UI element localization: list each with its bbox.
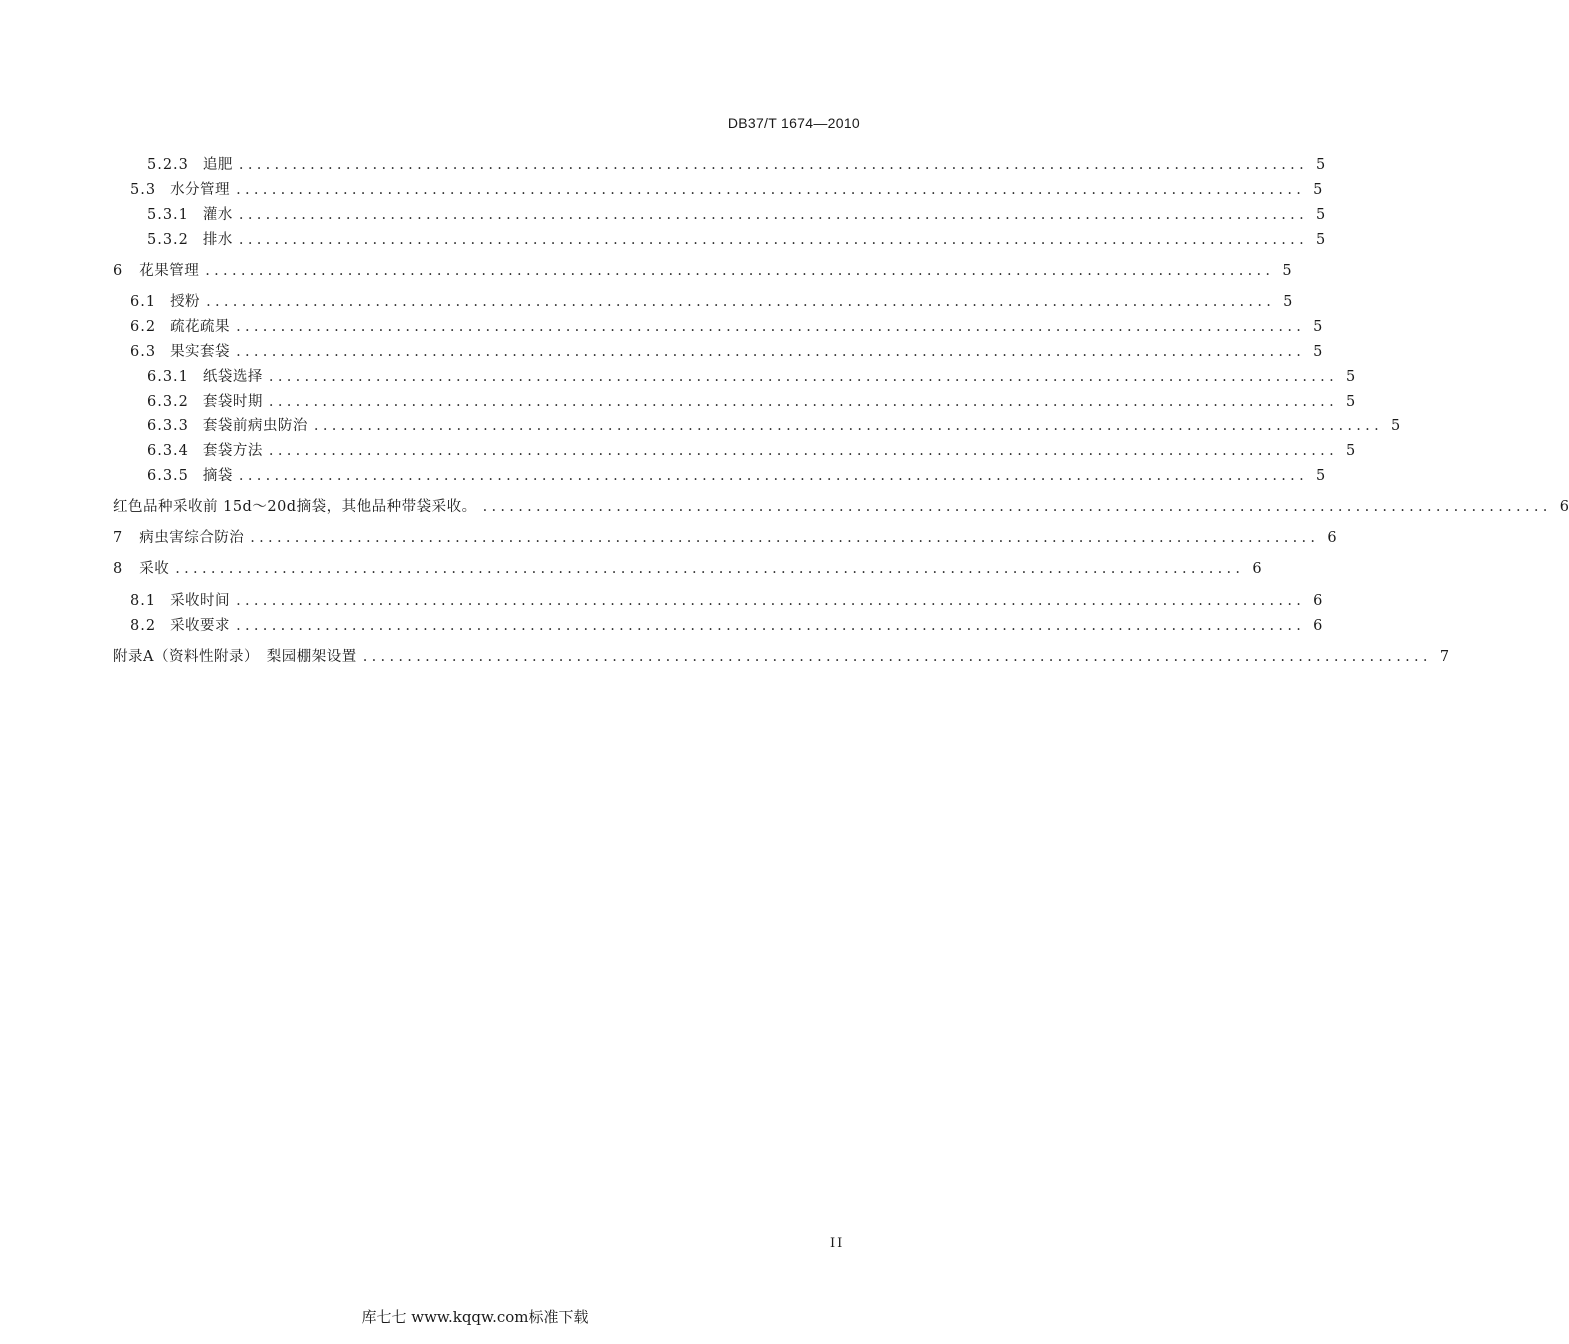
toc-leader-dots: ........................................................................................................................: [236, 593, 1306, 609]
toc-entry-page: 6: [1252, 561, 1262, 577]
toc-entry-page: 5: [1316, 468, 1326, 484]
toc-entry-number: 6.3.1: [147, 369, 189, 385]
toc-entry-page: 5: [1316, 157, 1326, 173]
toc-entry-6-3-3[interactable]: [0, 415, 1401, 437]
toc-entry-page: 6: [1559, 499, 1569, 515]
toc-leader-dots: ........................................................................................................................: [268, 369, 1339, 385]
toc-leader-dots: ........................................................................................................................: [268, 443, 1339, 459]
toc-entry-title: 花果管理: [139, 263, 200, 279]
toc-leader-dots: ........................................................................................................................: [268, 394, 1339, 410]
toc-leader-dots: ........................................................................................................................: [175, 561, 1245, 577]
toc-entry-number: 5.3: [130, 182, 157, 198]
toc-entry-page: 5: [1346, 443, 1356, 459]
toc-entry-number: 6.3.5: [147, 468, 189, 484]
page-number: II: [830, 1236, 845, 1251]
toc-entry-title: 疏花疏果: [170, 319, 231, 335]
toc-entry-page: 5: [1283, 294, 1293, 310]
toc-leader-dots: ........................................................................................................................: [236, 618, 1306, 634]
toc-entry-page: 5: [1313, 319, 1323, 335]
toc-leader-dots: ........................................................................................................................: [238, 157, 1309, 173]
toc-leader-dots: ........................................................................................................................: [238, 207, 1309, 223]
toc-entry-title: 病虫害综合防治: [139, 530, 245, 546]
toc-entry-title: 纸袋选择: [202, 369, 263, 385]
toc-leader-dots: ........................................................................................................................: [362, 649, 1432, 665]
toc-entry-title: 采收时间: [170, 593, 231, 609]
toc-entry-page: 6: [1313, 618, 1323, 634]
toc-entry-6-2[interactable]: [0, 316, 1323, 338]
toc-entry-page: 6: [1327, 530, 1337, 546]
toc-entry-title: 果实套袋: [170, 344, 231, 360]
toc-entry-6[interactable]: [0, 260, 1292, 282]
toc-entry-title: 套袋方法: [202, 443, 263, 459]
toc-entry-8[interactable]: [0, 558, 1262, 580]
toc-entry-5-2-3[interactable]: [0, 154, 1326, 176]
toc-entry-5-3[interactable]: [0, 179, 1323, 201]
toc-entry-title: 灌水: [202, 207, 233, 223]
toc-leader-dots: ........................................................................................................................: [205, 263, 1275, 279]
toc-leader-dots: ........................................................................................................................: [206, 294, 1276, 310]
toc-entry-page: 5: [1316, 207, 1326, 223]
toc-entry-page: 7: [1439, 649, 1450, 665]
toc-entry-5-3-1[interactable]: [0, 204, 1326, 226]
toc-entry-title: 授粉: [170, 294, 201, 310]
toc-leader-dots: ........................................................................................................................: [236, 319, 1306, 335]
toc-entry-page: 6: [1313, 593, 1323, 609]
toc-entry-harvest-note[interactable]: [0, 496, 1569, 518]
toc-leader-dots: ........................................................................................................................: [313, 418, 1384, 434]
toc-entry-7[interactable]: [0, 527, 1337, 549]
toc-entry-number: 6: [113, 263, 124, 279]
toc-entry-title: 套袋前病虫防治: [202, 418, 308, 434]
toc-leader-dots: ........................................................................................................................: [238, 232, 1309, 248]
toc-entry-page: 5: [1346, 394, 1356, 410]
toc-entry-6-3-1[interactable]: [0, 366, 1356, 388]
toc-entry-number: 5.3.2: [147, 232, 189, 248]
toc-entry-page: 5: [1346, 369, 1356, 385]
toc-leader-dots: ........................................................................................................................: [236, 344, 1306, 360]
toc-entry-title: 排水: [202, 232, 233, 248]
toc-entry-title: 红色品种采收前 15d～20d摘袋，其他品种带袋采收。: [113, 499, 477, 515]
toc-entry-number: 6.2: [130, 319, 157, 335]
toc-entry-number: 6.3.2: [147, 394, 189, 410]
toc-entry-title: 采收要求: [170, 618, 231, 634]
document-code: DB37/T 1674—2010: [727, 115, 860, 131]
toc-entry-number: 8.2: [130, 618, 157, 634]
toc-entry-6-3-2[interactable]: [0, 391, 1356, 413]
toc-entry-number: 7: [113, 530, 124, 546]
toc-entry-number: 5.3.1: [147, 207, 189, 223]
toc-leader-dots: ........................................................................................................................: [236, 182, 1306, 198]
toc-entry-title: 追肥: [202, 157, 233, 173]
toc-entry-8-2[interactable]: [0, 615, 1323, 637]
toc-entry-page: 5: [1282, 263, 1292, 279]
toc-leader-dots: ........................................................................................................................: [250, 530, 1320, 546]
toc-leader-dots: ........................................................................................................................: [238, 468, 1309, 484]
toc-entry-page: 5: [1316, 232, 1326, 248]
toc-entry-number: 8.1: [130, 593, 157, 609]
toc-entry-number: 6.3.3: [147, 418, 189, 434]
toc-entry-6-1[interactable]: [0, 291, 1293, 313]
toc-entry-number: 5.2.3: [147, 157, 189, 173]
toc-entry-5-3-2[interactable]: [0, 229, 1326, 251]
toc-entry-title: 套袋时期: [202, 394, 263, 410]
toc-entry-title: 采收: [139, 561, 170, 577]
toc-entry-number: 8: [113, 561, 124, 577]
toc-entry-title: 水分管理: [170, 182, 231, 198]
toc-entry-number: 6.1: [130, 294, 157, 310]
toc-entry-6-3-5[interactable]: [0, 465, 1326, 487]
toc-leader-dots: ........................................................................................................................: [482, 499, 1552, 515]
toc-entry-6-3-4[interactable]: [0, 440, 1356, 462]
toc-entry-page: 5: [1391, 418, 1401, 434]
toc-entry-appendix-a[interactable]: [0, 646, 1450, 668]
toc-entry-number: 6.3.4: [147, 443, 189, 459]
toc-entry-title: 摘袋: [202, 468, 233, 484]
toc-entry-page: 5: [1313, 182, 1323, 198]
toc-entry-title: 附录A（资料性附录） 梨园棚架设置: [113, 649, 357, 665]
toc-entry-6-3[interactable]: [0, 341, 1323, 363]
toc-entry-8-1[interactable]: [0, 590, 1323, 612]
toc-entry-page: 5: [1313, 344, 1323, 360]
toc-entry-number: 6.3: [130, 344, 157, 360]
footer-watermark: 库七七 www.kqqw.com标准下载: [361, 1308, 589, 1326]
